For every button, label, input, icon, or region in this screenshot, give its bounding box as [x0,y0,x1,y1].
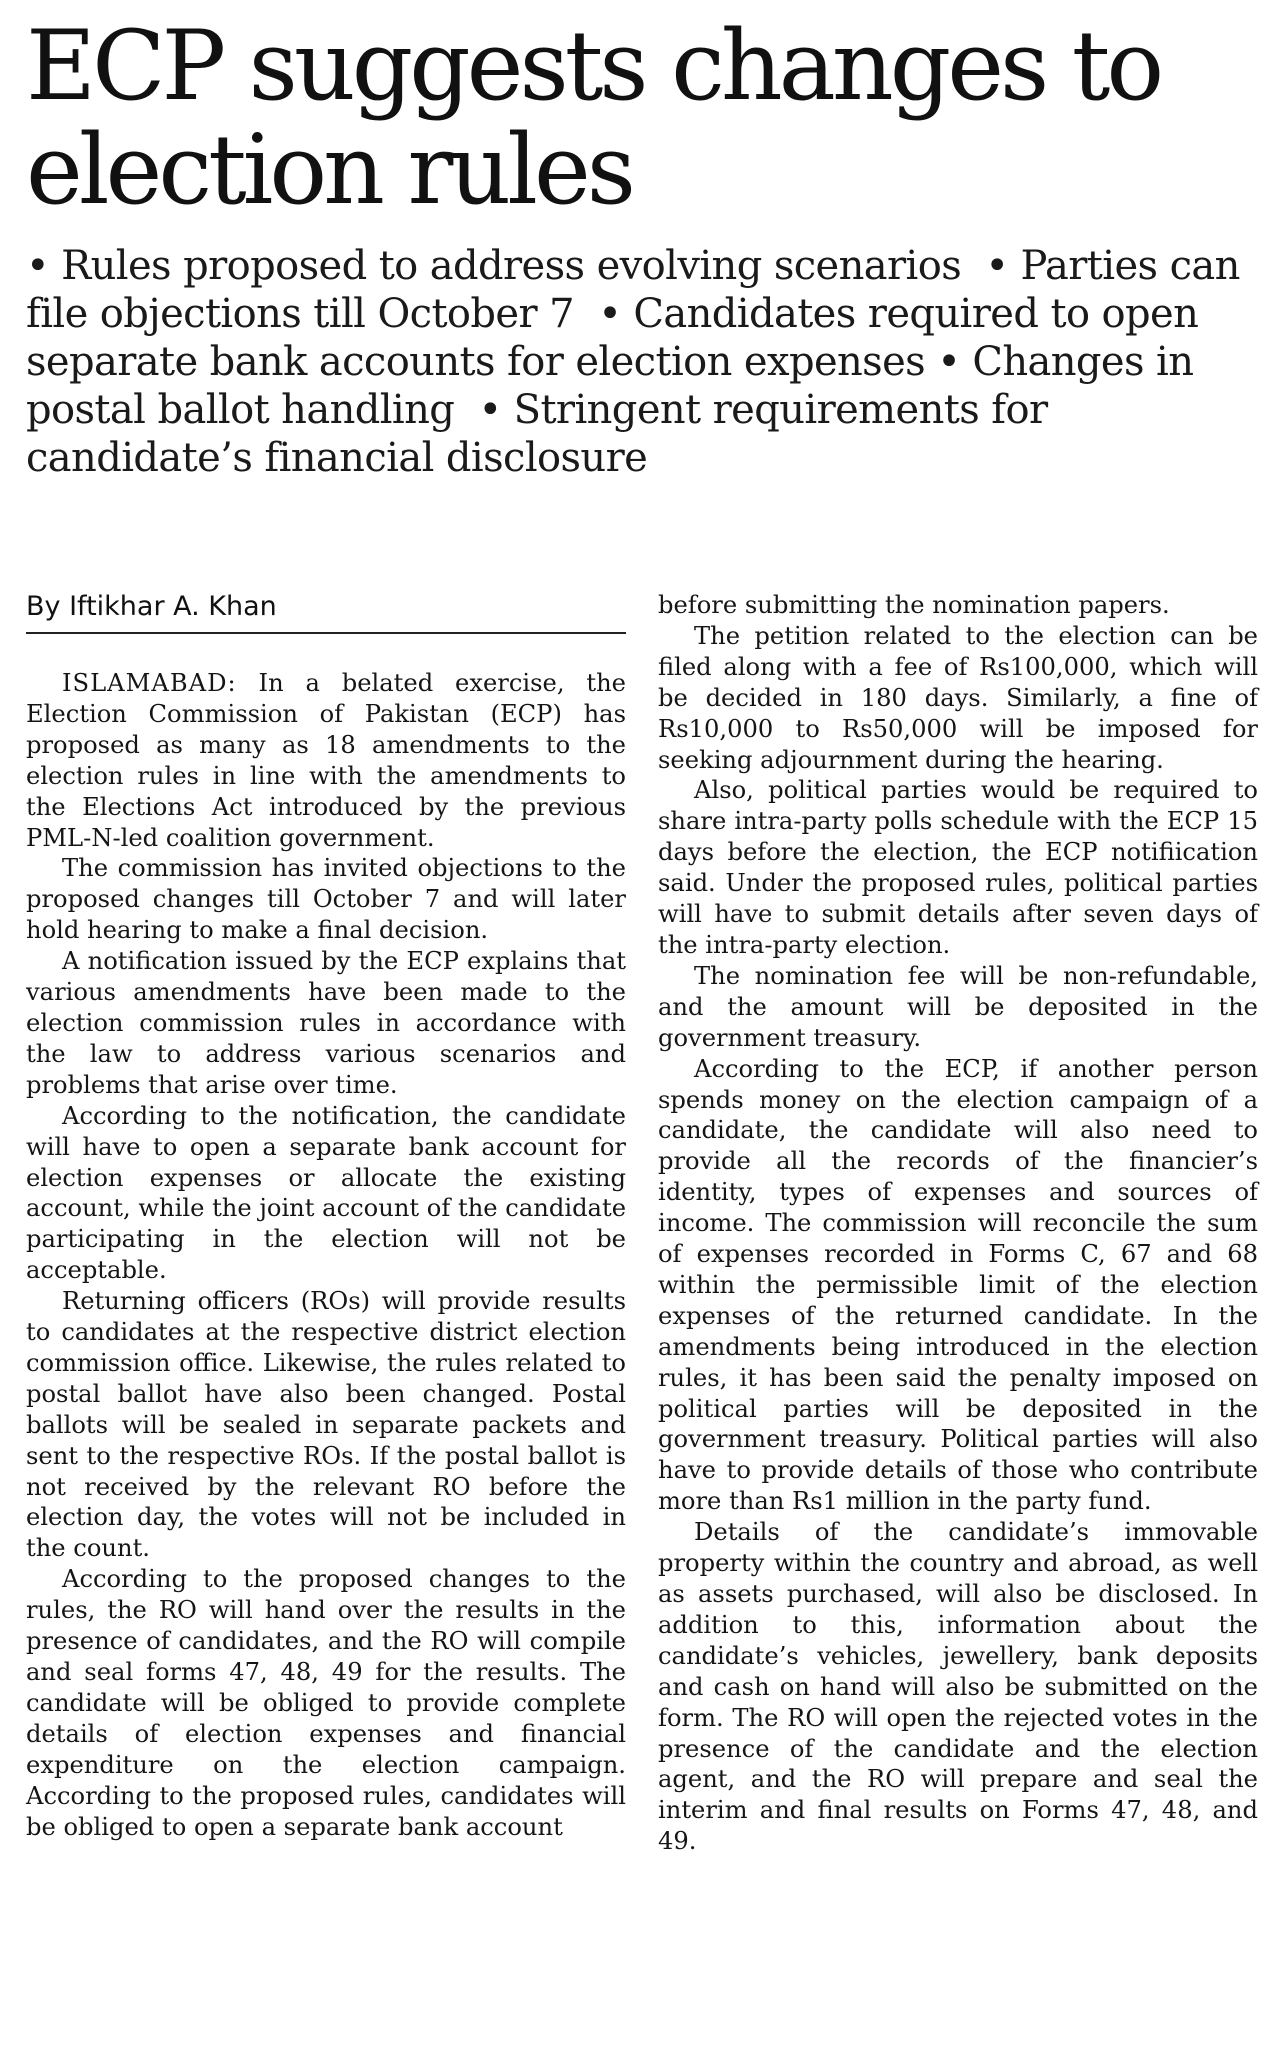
paragraph-continuation: before submitting the nomination papers. [658,591,1170,619]
subhead: • Candidates required to open separate bank accounts for election expenses [26,291,1199,385]
paragraph: The petition related to the election can be filed along with a fee of Rs100,000, which will be decided in 180 days. Similarly, a fine of Rs10,000 to Rs50,000 will be imposed for seeking adjournment during the hearing. [658,621,1258,774]
paragraph: The nomination fee will be non-refundable, and the amount will be deposited in the government treasury. [658,961,1258,1052]
dateline: ISLAMABAD: [62,669,237,697]
subhead: • Rules proposed to address evolving scenarios [26,243,962,289]
subhead-text: Changes in postal ballot handling [26,339,1194,433]
paragraph: The commission has invited objections to the proposed changes till October 7 and will later hold hearing to make a final decision. [26,854,626,945]
subhead-text: Parties can file objections till October 7 [26,243,1240,337]
paragraph [26,668,626,853]
subheads [26,242,1260,482]
column-left [26,590,626,1842]
column-right [658,590,1258,1857]
subhead: • Parties can file objections till October 7 [26,243,1240,337]
paragraph: A notification issued by the ECP explains that various amendments have been made to the election commission rules in accordance with the law to address various scenarios and problems that arise over time. [26,947,626,1099]
subhead: • Changes in postal ballot handling [26,339,1194,433]
headline: ECP suggests changes to election rules [26,10,1161,226]
subhead-text: Candidates required to open separate bank accounts for election expenses [26,291,1199,385]
article-body [26,590,1260,2030]
subhead-text: Rules proposed to address evolving scenarios [61,243,962,289]
paragraph: Also, political parties would be required to share intra-party polls schedule with the ECP 15 days before the election, the ECP notifiication said. Under the proposed rules, political parties will have to submit details after seven days of the intra-party election. [658,776,1258,959]
byline: By Iftikhar A. Khan [26,590,626,634]
paragraph: According to the ECP, if another person spends money on the election campaign of a candidate, the candidate will also need to provide all the records of the financier’s identity, types of expenses and sources of income. The commission will reconcile the sum of expenses recorded in Forms C, 67 and 68 within the permissible limit of the election expenses of the returned candidate. In the amendments being introduced in the election rules, it has been said the penalty imposed on political parties will be deposited in the government treasury. Political parties will also have to provide details of those who contribute more than Rs1 million in the party fund. [658,1054,1258,1516]
paragraph: Returning officers (ROs) will provide results to candidates at the respective district election commission office. Likewise, the rules related to postal ballot have also been changed. Postal ballots will be sealed in separate packets and sent to the respective ROs. If the postal ballot is not received by the relevant RO before the election day, the votes will not be included in the count. [26,1287,626,1563]
subhead-text: Stringent requirements for candidate’s financial disclosure [26,387,1048,481]
paragraph: According to the notification, the candidate will have to open a separate bank account for election expenses or allocate the existing account, while the joint account of the candidate participating in the election will not be acceptable. [26,1101,627,1285]
subhead: • Stringent requirements for candidate’s financial disclosure [26,387,1048,481]
paragraph: According to the proposed changes to the rules, the RO will hand over the results in the presence of candidates, and the RO will compile and seal forms 47, 48, 49 for the results. The candidate will be obliged to provide complete details of election expenses and financial expenditure on the election campaign. According to the proposed rules, candidates will be obliged to open a separate bank account [26,1565,626,1841]
paragraph: Details of the candidate’s immovable property within the country and abroad, as well as assets purchased, will also be disclosed. In addition to this, information about the candidate’s vehicles, jewellery, bank deposits and cash on hand will also be submitted on the form. The RO will open the rejected votes in the presence of the candidate and the election agent, and the RO will prepare and seal the interim and final results on Forms 47, 48, and 49. [658,1518,1258,1856]
paragraph-text: In a belated exercise, the Election Commission of Pakistan (ECP) has proposed as many as 18 amendments to the election rules in line with the amendments to the Elections Act introduced by the previous PML-N-led coalition government. [26,669,626,852]
